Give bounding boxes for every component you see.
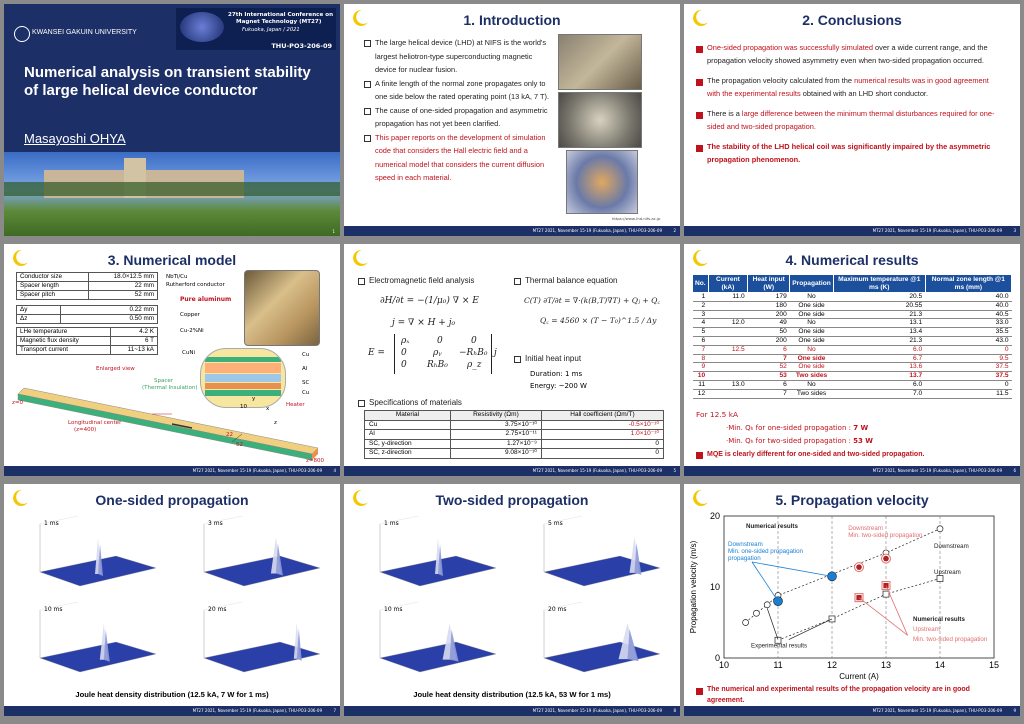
equation-ampere: j = ∇ × H + j₀ xyxy=(392,318,456,328)
slide-footer: MT27 2021, November 15-19 (Fukuoka, Japan), THU-PO3-206-09 9 xyxy=(684,706,1020,716)
conclusion-3: There is a large difference between the minimum thermal disturbances required for one-sided and two-sided propagation. xyxy=(696,108,1002,133)
energy-item: Energy: ~200 W xyxy=(530,382,587,390)
axis-label-z: z xyxy=(274,420,277,426)
plot-10ms: 10 ms xyxy=(16,602,164,682)
slide-footer: MT27 2021, November 15-19 (Fukuoka, Japan), THU-PO3-206-09 4 xyxy=(4,466,340,476)
label-z0: z=0 xyxy=(12,400,23,406)
table-row: 12 7 Two sides 7.0 11.5 xyxy=(693,389,1012,398)
params-table-3: LHe temperature 4.2 K Magnetic flux density 6 T Transport current 11~13 kA xyxy=(16,327,158,355)
slide-title: One-sided propagation xyxy=(95,492,249,508)
campus-trees xyxy=(4,182,340,196)
plot-3ms: 3 ms xyxy=(180,516,328,596)
lhd-cutaway-image xyxy=(566,150,638,214)
data-point xyxy=(764,602,770,608)
for-125ka: For 12.5 kA xyxy=(696,410,739,419)
initial-heat-heading: Initial heat input xyxy=(514,352,581,366)
x-tick-label: 13 xyxy=(880,660,892,670)
intro-bullet-1: The large helical device (LHD) at NIFS is the world's largest heliotron-type superconducting magnetic device for nuclear fusion. xyxy=(364,36,552,77)
label-rutherford: Rutherford conductor xyxy=(166,282,225,288)
slide-footer: MT27 2021, November 15-19 (Fukuoka, Japan), THU-PO3-206-09 2 xyxy=(344,226,680,236)
campus-photo xyxy=(4,152,340,236)
label-cu-2: Cu xyxy=(302,390,310,396)
plot-10ms: 10 ms xyxy=(356,602,504,682)
equation-heat-balance: C(T) ∂T/∂t = ∇·(k(B,T)∇T) + Qⱼ + Q꜀ xyxy=(524,296,660,305)
author-name: Masayoshi OHYA xyxy=(24,131,126,146)
y-tick-label: 10 xyxy=(709,582,720,592)
params-table-2: Δy 0.22 mm Δz 0.50 mm xyxy=(16,305,158,324)
axis-label-x: x xyxy=(266,406,270,412)
spec-heading: Specifications of materials xyxy=(358,396,462,410)
conclusion-2: The propagation velocity calculated from the numerical results was in good agreement with the experimental results obtained with an LHD short conductor. xyxy=(696,75,1002,100)
annotation: Numerical results xyxy=(746,523,798,530)
x-tick-label: 11 xyxy=(773,660,783,670)
materials-table: Material Resistivity (Ωm) Hall coefficient (Ωm/T) Cu 3.75×10⁻¹⁰ -0.5×10⁻¹⁰ Al 2.75×10⁻¹¹ 1.0×10⁻¹⁰ SC, y-direction 1.27×10⁻⁹ 0 SC, z-direction 9.08×10⁻¹⁰ 0 xyxy=(364,410,664,459)
poster-title: Numerical analysis on transient stability of large helical device conductor xyxy=(24,64,311,99)
results-table: No. Current (kA) Heat input (W) Propagation Maximum temperature @1 ms (K) Normal zone length @1 ms (mm) 1 11.0 179 No 20.5 40.0 2 180 One side 20.55 40.0 3 200 One side 21.3 40.5 4 12.0 49 No 13.1 33.0 5 50 One side 13.4 35.5 6 200 One side 21.3 43.0 7 12.5 6 No 6.0 0 8 7 One side 6.7 9.5 9 52 One side 13.6 37.5 10 53 Two sides 13.7 37.5 11 13.0 6 No 6.0 0 12 7 Two sides 7.0 11.5 xyxy=(692,274,1012,399)
table-row: 10 53 Two sides 13.7 37.5 xyxy=(693,372,1012,381)
resistivity-matrix: ρₓ 0 0 0 ρᵧ −RₕB₀ 0 RₕB₀ ρ_z xyxy=(394,334,492,374)
label-sc: SC xyxy=(302,380,310,386)
label-pure-aluminum: Pure aluminum xyxy=(180,296,232,303)
annotation: Numerical results xyxy=(913,616,965,624)
annotation: Downstream xyxy=(934,542,969,550)
data-point xyxy=(937,575,943,581)
plot-20ms: 20 ms xyxy=(520,602,668,682)
figure-caption: Joule heat density distribution (12.5 kA, 53 W for 1 ms) xyxy=(413,690,611,699)
slide-one-sided xyxy=(4,484,340,716)
table-row: 7 12.5 6 No 6.0 0 xyxy=(693,345,1012,354)
plot-20ms: 20 ms xyxy=(180,602,328,682)
label-cu2ni: Cu-2%Ni xyxy=(180,328,204,334)
university-logo xyxy=(14,26,30,42)
slide-footer: MT27 2021, November 15-19 (Fukuoka, Japan), THU-PO3-206-09 3 xyxy=(684,226,1020,236)
intro-bullets xyxy=(364,36,552,185)
x-tick-label: 12 xyxy=(826,660,838,670)
mqe-note: MQE is clearly different for one-sided and two-sided propagation. xyxy=(696,448,924,462)
slide-numerical-results xyxy=(684,244,1020,476)
annotation: Min. two-sided propagation xyxy=(848,532,923,539)
label-cuni: CuNi xyxy=(182,350,195,356)
crescent-moon-icon xyxy=(350,248,370,268)
slide-title: Two-sided propagation xyxy=(435,492,589,508)
label-al: Al xyxy=(302,366,308,372)
data-point xyxy=(883,591,889,597)
annotation: Min. one-sided propagation xyxy=(728,548,803,555)
conductor-3d-diagram xyxy=(12,384,332,466)
label-thermal-insulation: (Thermal Insulation) xyxy=(142,385,198,391)
label-longitudinal-center: Longitudinal center xyxy=(68,420,122,426)
slide-title xyxy=(4,4,340,236)
annotation: Upstream xyxy=(934,569,961,577)
annotation: Min. two-sided propagation xyxy=(913,635,988,643)
intro-bullet-4: This paper reports on the development of simulation code that considers the Hall electric field and a numerical model that considers the current diffusion speed in each material. xyxy=(364,131,552,185)
equation-j: j xyxy=(494,348,497,358)
slide-footer: MT27 2021, November 15-19 (Fukuoka, Japan), THU-PO3-206-09 8 xyxy=(344,706,680,716)
conductor-cross-section-photo xyxy=(244,270,320,346)
slide-footer: MT27 2021, November 15-19 (Fukuoka, Japan), THU-PO3-206-09 6 xyxy=(684,466,1020,476)
table-row: 11 13.0 6 No 6.0 0 xyxy=(693,380,1012,389)
slide-title: 2. Conclusions xyxy=(802,12,902,28)
y-tick-label: 0 xyxy=(714,653,720,663)
table-row: 8 7 One side 6.7 9.5 xyxy=(693,354,1012,363)
data-point xyxy=(883,583,888,588)
x-tick-label: 14 xyxy=(934,660,946,670)
slide-equations xyxy=(344,244,680,476)
university-name: KWANSEI GAKUIN UNIVERSITY xyxy=(32,29,137,36)
conclusion-4: The stability of the LHD helical coil was significantly impaired by the asymmetric propagation phenomenon. xyxy=(696,141,1002,166)
plot-1ms: 1 ms xyxy=(356,516,504,596)
conclusion-bullets xyxy=(696,42,1002,166)
source-url: https://www-lhd.nifs.ac.jp xyxy=(612,216,661,221)
label-dim-52: 52 xyxy=(236,442,243,448)
lhd-photo-2 xyxy=(558,92,642,148)
data-point xyxy=(774,597,783,606)
label-dim-10: 10 xyxy=(240,404,247,410)
slide-footer: MT27 2021, November 15-19 (Fukuoka, Japan), THU-PO3-206-09 5 xyxy=(344,466,680,476)
lhd-photo-1 xyxy=(558,34,642,90)
figure-caption: Joule heat density distribution (12.5 kA, 7 W for 1 ms) xyxy=(75,690,269,699)
intro-bullet-2: A finite length of the normal zone propagates only to one side below the rated operating point (13 kA, 7 T). xyxy=(364,77,552,104)
label-z800: z=800 xyxy=(306,458,324,464)
velocity-note: The numerical and experimental results of the propagation velocity are in good agreement. xyxy=(696,684,1008,706)
label-heater: Heater xyxy=(286,402,305,408)
slide-propagation-velocity xyxy=(684,484,1020,716)
axis-label-y: y xyxy=(252,396,256,402)
conference-line1: 27th International Conference on xyxy=(228,12,334,18)
label-copper: Copper xyxy=(180,312,200,318)
data-point xyxy=(743,620,749,626)
table-row: 2 180 One side 20.55 40.0 xyxy=(693,301,1012,310)
x-tick-label: 10 xyxy=(718,660,730,670)
label-nbti: NbTi/Cu xyxy=(166,274,188,280)
equation-faraday: ∂H/∂t = −(1/μ₀) ∇ × E xyxy=(380,296,479,306)
data-point xyxy=(856,564,862,570)
y-axis-label: Propagation velocity (m/s) xyxy=(689,540,698,634)
plot-1ms: 1 ms xyxy=(16,516,164,596)
annotation: Downstream xyxy=(848,525,883,532)
table-row: 9 52 One side 13.6 37.5 xyxy=(693,363,1012,372)
min-one-sided: ·Min. Qₕ for one-sided propagation : 7 W xyxy=(726,424,869,432)
params-table-1: Conductor size 18.0×12.5 mm Spacer length 22 mm Spacer pitch 52 mm xyxy=(16,272,158,300)
data-point xyxy=(753,610,759,616)
annotation: propagation xyxy=(728,555,761,562)
conference-line2: Magnet Technology (MT27) xyxy=(236,19,322,25)
poster-id: THU-PO3-206-09 xyxy=(271,42,332,50)
x-tick-label: 15 xyxy=(988,660,1000,670)
conference-line3: Fukuoka, Japan / 2021 xyxy=(242,27,300,33)
slide-introduction xyxy=(344,4,680,236)
y-tick-label: 20 xyxy=(709,511,720,521)
label-enlarged-view: Enlarged view xyxy=(96,366,135,372)
table-row: 1 11.0 179 No 20.5 40.0 xyxy=(693,293,1012,302)
conclusion-1: One-sided propagation was successfully simulated over a wide current range, and the propagation velocity showed asymmetry even when two-sided propagation occurred. xyxy=(696,42,1002,67)
plot-5ms: 5 ms xyxy=(520,516,668,596)
duration-item: Duration: 1 ms xyxy=(530,370,583,378)
annotation: Upstream xyxy=(913,626,940,634)
annotation: Experimental results xyxy=(751,642,808,650)
slide-title: 4. Numerical results xyxy=(785,252,919,268)
annotation: Downstream xyxy=(728,541,763,548)
slide-title: 3. Numerical model xyxy=(107,252,237,268)
thermal-heading: Thermal balance equation xyxy=(514,274,618,288)
equation-e-label: E = xyxy=(368,348,385,358)
slide-title: 5. Propagation velocity xyxy=(775,492,929,508)
slide-title: 1. Introduction xyxy=(463,12,561,28)
table-row: 6 200 One side 21.3 43.0 xyxy=(693,336,1012,345)
label-cu-1: Cu xyxy=(302,352,310,358)
table-row: 3 200 One side 21.3 40.5 xyxy=(693,310,1012,319)
conference-logo xyxy=(180,12,224,42)
velocity-chart xyxy=(684,508,1020,686)
table-row: 4 12.0 49 No 13.1 33.0 xyxy=(693,319,1012,328)
data-point xyxy=(883,556,889,562)
label-dim-22: 22 xyxy=(226,432,233,438)
slide-two-sided xyxy=(344,484,680,716)
table-row: 5 50 One side 13.4 35.5 xyxy=(693,328,1012,337)
slide-conclusions xyxy=(684,4,1020,236)
intro-bullet-3: The cause of one-sided propagation and asymmetric propagation has not yet been clarified. xyxy=(364,104,552,131)
em-heading: Electromagnetic field analysis xyxy=(358,274,474,288)
label-z400: (z=400) xyxy=(74,427,97,433)
label-spacer: Spacer xyxy=(154,378,174,384)
slide-footer: MT27 2021, November 15-19 (Fukuoka, Japan), THU-PO3-206-09 7 xyxy=(4,706,340,716)
data-point xyxy=(937,526,943,532)
equation-cooling: Q꜀ = 4560 × (T − T₀)^1.5 / Δy xyxy=(540,316,657,325)
x-axis-label: Current (A) xyxy=(839,672,879,681)
slide-numerical-model xyxy=(4,244,340,476)
min-two-sided: ·Min. Qₕ for two-sided propagation : 53 W xyxy=(726,437,873,445)
slide-number: 1 xyxy=(332,229,335,234)
